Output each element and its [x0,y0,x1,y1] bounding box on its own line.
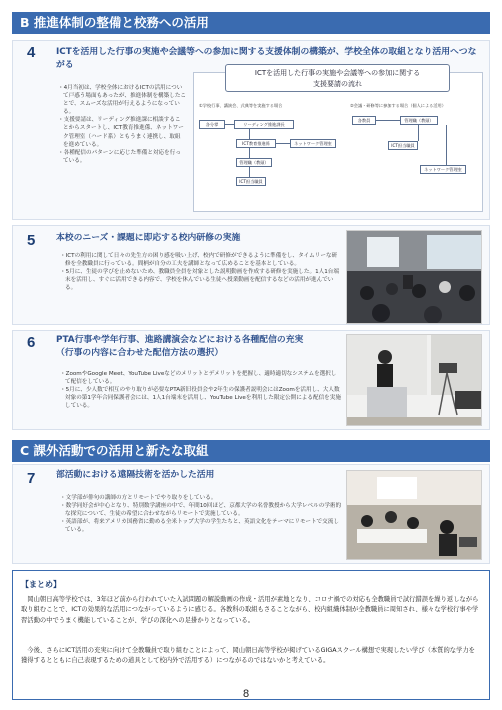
box-leading-promotion: リーディング推進課長 [234,120,294,129]
arrow [249,129,250,139]
diagram-title-line1: ICTを活用した行事の実施や会議等への参加に関する [254,69,421,77]
streaming-illustration [347,335,482,426]
item-7-bullet: ・ 英語部が、将来アメリカ国務省に勤める全米トップ大学の学生たちと、英語文化をテーマにリモートで交流している。 [60,518,342,534]
box-vice-principal: 管理職（教頭） [236,158,272,167]
arrow [276,143,290,144]
box-ict-staff-right: ICT担当職員 [388,141,418,150]
box-vice-principal-right: 管理職（教頭） [400,116,438,125]
diagram-left-caption: ①学校行事、講演会、式典等を実施する場合 [199,103,283,108]
item-4-title: ICTを活用した行事の実施や会議等への参加に関する支援体制の構築が、学校全体の取組となり活用へつながる [56,47,477,70]
item-7-number: 7 [27,470,36,487]
page-number: 8 [243,688,250,700]
diagram-title-box [225,64,450,92]
training-room-illustration [347,231,482,324]
item-4-bullet: ・ 各種配信のパターンに応じた準備と対応を行っている。 [58,149,186,165]
training-room-photo [346,230,482,324]
item-6-title-line2: （行事の内容に合わせた配信方法の選択） [56,348,224,358]
summary-box [12,570,490,700]
arrow [225,124,234,125]
arrow [376,120,400,121]
box-network-room: ネットワーク管理室 [290,139,336,148]
item-7-bullet: ・ 文学部が俳句の講師の方とリモートでやり取りをしている。 [60,494,342,502]
summary-paragraph-2: 今後、さらにICT活用の充実に向けて全教職員で取り組むことによって、岡山朝日高等学校が掲げているGIGAスクール構想で実現したい学び（本質的な学力を獲得するとともに自己表現するための道具として校内外で活用する）につながるのではないかと考えている。 [21,647,475,665]
item-4-number: 4 [27,44,36,61]
diagram-title-line2: 支援要請の流れ [313,80,362,88]
box-network-room-right: ネットワーク管理室 [420,165,466,174]
arrow [446,125,447,165]
summary-heading: 【まとめ】 [21,580,61,589]
arrow [249,167,250,177]
diagram-right-caption: ②会議・研修等に参加する場合（個人による活用） [350,103,446,108]
item-7-bullets [60,494,342,534]
item-4-bullet: ・ 支援要請は、リーディング推進課に相談することからスタートし、ICT教育推進係、ネットワーク管理室（ハード系）ともうまく連携し、取組を進めている。 [58,116,186,148]
item-6-bullets [60,370,342,410]
box-teachers: 各教員 [352,116,376,125]
box-departments: 各分掌 [199,120,225,129]
item-5-number: 5 [27,232,36,249]
club-remote-photo [346,470,482,560]
item-6-title-line1: PTA行事や学年行事、進路講演会などにおける各種配信の充実 [56,335,304,345]
arrow [249,148,250,158]
section-b-header: B 推進体制の整備と校務への活用 [12,12,490,34]
item-6-number: 6 [27,334,36,351]
item-6-bullet: ・ 5月に、少人数で相互のやり取りが必要なPTA新旧役員会や2年生の保護者説明会にはZoomを活用し、大人数対象の第1学年合同保護者会には、1人1台端末を活用し、YouTube Liveを利用した限定公開による配信を実施している。 [60,386,342,410]
box-ict-staff: ICT担当職員 [236,177,266,186]
item-4-bullets [58,84,186,165]
item-7-title: 部活動における遠隔技術を活かした活用 [56,470,215,480]
section-c-header: C 課外活動での活用と新たな取組 [12,440,490,462]
item-4-bullet: ・ 4月当初は、学校全体におけるICTの活用について戸惑う場面もあったが、推進体制を構築したことで、スムーズな活用が行えるようになっている。 [58,84,186,116]
box-ict-education: ICT教育推進係 [236,139,276,148]
item-5-title: 本校のニーズ・課題に即応する校内研修の実施 [56,233,241,243]
item-5-bullet: ・ 5月に、生徒の学びを止めないため、教職員全員を対象とした説明動画を作成する研修を実施した。1人1台端末を活用し、すぐに活用できる内容で、学校を休んでいる生徒へ授業動画を配信するなどの活用が進んでいる。 [60,268,340,292]
streaming-photo [346,334,482,426]
item-6-bullet: ・ ZoomやGoogle Meet、YouTube Liveなどのメリットとデメリットを把握し、適時適切なシステムを選択して配信をしている。 [60,370,342,386]
item-5-bullet: ・ ICTの利用に関して日々の先生方の困り感を吸い上げ、校内で研修ができるように準備をし、タイムリーな研修を全教職員に行っている。間柄が自分の工夫を講師となって広めることを基本としている。 [60,252,340,268]
item-7-bullet: ・ 数学同好会が中心となり、特別数学講座の中で、年間10回ほど、京都大学の名誉教授から大学レベルの学術的な探究について、生徒の希望に合わせながらリモートで実施している。 [60,502,342,518]
summary-paragraph-1: 岡山朝日高等学校では、3年ほど前から行われていた入試問題の解説動画の作成・活用が素地となり、コロナ禍での対応も全教職員で試行錯誤を繰り返しながら取り組むことで、ICTの効果的な活用につながっているように感じる。各教科の取組もさることながら、校内組織体制が全教職員に周知され、様々な学校行事や学習活動の中でうまく機能していることが、学びの深化への足掛かりとなっている。 [21,596,479,624]
arrow [418,125,419,141]
item-5-bullets [60,252,340,292]
club-remote-illustration [347,471,482,560]
